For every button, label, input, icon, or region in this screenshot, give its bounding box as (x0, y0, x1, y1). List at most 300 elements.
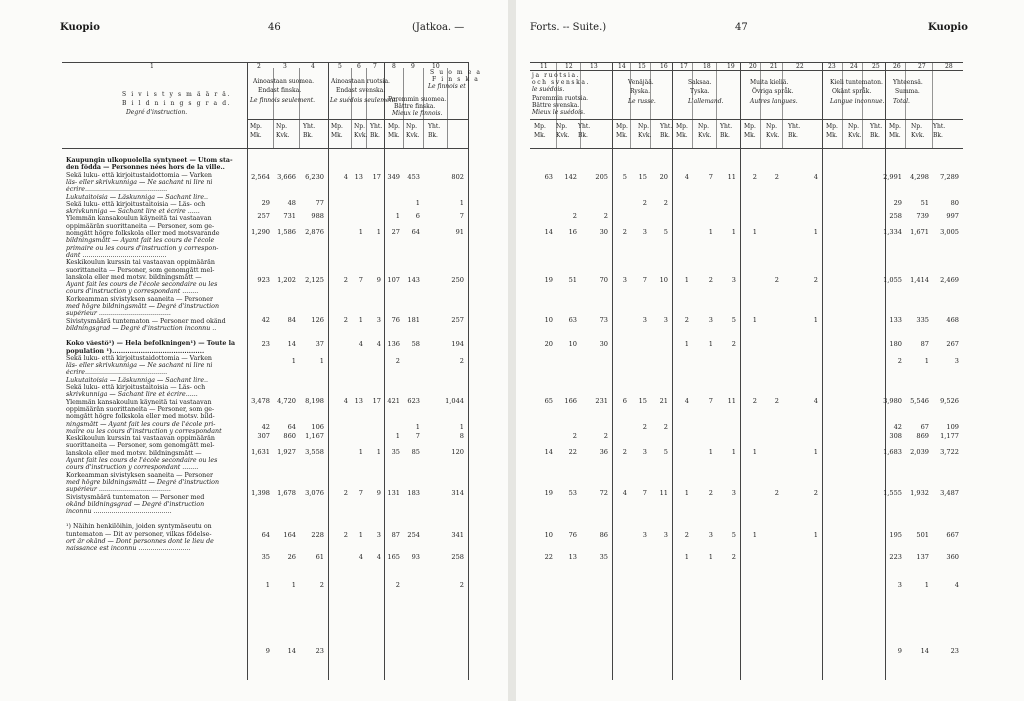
left-cell: 9 (265, 647, 270, 655)
left-cell: 3,076 (305, 489, 324, 497)
left-cell: 13 (354, 173, 363, 181)
right-cell: 3 (731, 489, 736, 497)
left-group3-d: Paremmin suomea. (388, 96, 447, 103)
right-cell: 4 (813, 397, 818, 405)
right-subheader-label: Mp. (534, 123, 546, 130)
right-cell: 3 (731, 276, 736, 284)
right-cell: 19 (544, 489, 553, 497)
left-header-place: Kuopio (60, 22, 100, 33)
left-cell: 107 (387, 276, 400, 284)
left-subheader-label: Mp. (388, 123, 400, 130)
right-cell: 360 (946, 553, 959, 561)
left-cell: 421 (387, 397, 400, 405)
left-table-top-rule (62, 62, 468, 63)
left-cell: 2 (343, 276, 348, 284)
right-cell: 2 (752, 397, 757, 405)
left-cell: 23 (315, 647, 324, 655)
right-cell: 739 (916, 212, 929, 220)
right-cell: 1,671 (910, 228, 929, 236)
right-subheader-label: Yht. (788, 123, 801, 130)
left-cell: 3 (376, 316, 381, 324)
right-cell: 2 (684, 316, 689, 324)
stub-line: primaire ou les cours d'instruction y correspon- (66, 244, 219, 252)
left-cell: 29 (261, 199, 270, 207)
right-cell: 1 (813, 316, 818, 324)
right-cell: 2,039 (910, 448, 929, 456)
left-cell: 4 (358, 553, 363, 561)
right-cell: 2 (752, 173, 757, 181)
right-subheader-label: Mp. (889, 123, 901, 130)
stub-line: Sekä luku- että kirjoitustaitoisia — Läs- och (66, 384, 206, 391)
left-cell: 250 (451, 276, 464, 284)
left-cell: 923 (257, 276, 270, 284)
stub-line: naissance est inconnu .......................... (66, 545, 191, 553)
right-header-page-number: 47 (735, 22, 748, 33)
left-cell: 2 (343, 531, 348, 539)
left-cell: 64 (261, 531, 270, 539)
stub-line: cours d'instruction y correspondant ........ (66, 288, 199, 296)
left-cell: 37 (315, 340, 324, 348)
right-cell: 3 (642, 228, 647, 236)
left-group2-sv: Endast svenska. (336, 87, 386, 94)
right-cell: 42 (893, 423, 902, 431)
right-cell: 86 (599, 531, 608, 539)
right-cell: 16 (568, 228, 577, 236)
left-cell: 87 (391, 531, 400, 539)
left-cell: 1 (358, 316, 363, 324)
right-cell: 3 (897, 581, 902, 589)
left-group-divider (328, 62, 329, 680)
right-cell: 667 (946, 531, 959, 539)
right-column-number: 14 (618, 63, 626, 70)
right-subheader-label: Mp. (744, 123, 756, 130)
left-cell: 1 (358, 228, 363, 236)
right-cell: 997 (946, 212, 959, 220)
right-cell: 1 (684, 553, 689, 561)
stub-line: Kaupungin ulkopuolella syntyneet — Utom sta- (66, 157, 233, 164)
right-cell: 5 (663, 228, 668, 236)
stub-line: ningsmått — Ayant fait les cours de l'école pri- (66, 420, 216, 428)
right-cell: 3 (663, 316, 668, 324)
stub-line: med högre bildningsmått — Degré d'instruction (66, 303, 220, 310)
right-cell: 29 (893, 199, 902, 207)
right-g3-fi: Muita kieliä. (750, 79, 789, 86)
right-cell: 1 (708, 340, 713, 348)
right-g2-sv: Tyska. (690, 88, 710, 95)
right-subheader-label: Np. (638, 123, 649, 130)
stub-line: nomgått högre folkskola eller med motsvarande (66, 230, 220, 237)
right-cell: 1,334 (883, 228, 902, 236)
left-group3-e: Bättre finska. (394, 103, 436, 110)
left-cell: 1,290 (251, 228, 270, 236)
stub-line: suorittaneita — Personer, som genomgått mel- (66, 442, 215, 450)
stub-line: bildningsgrad — Degré d'instruction inconnu .. (66, 324, 217, 332)
left-cell: 1 (415, 199, 420, 207)
right-cell: 2 (774, 489, 779, 497)
right-cell: 1,683 (883, 448, 902, 456)
right-column-number: 18 (703, 63, 711, 70)
stub-line: läs- eller skrivkunniga — Ne sachant ni lire ni (66, 178, 213, 186)
right-subheader-label: Np. (698, 123, 709, 130)
right-cell: 2 (774, 397, 779, 405)
right-column-number: 28 (945, 63, 953, 70)
left-cell: 1,398 (251, 489, 270, 497)
left-column-number: 3 (283, 63, 287, 70)
left-cell: 4 (376, 553, 381, 561)
right-cell: 231 (595, 397, 608, 405)
left-group3-a: S u o m e a (430, 69, 482, 76)
left-cell: 988 (311, 212, 324, 220)
right-g5-fi: Yhteensä. (893, 79, 923, 86)
left-cell: 1 (395, 432, 400, 440)
left-cell: 85 (411, 448, 420, 456)
left-column-number: 4 (311, 63, 315, 70)
stub-line: nomgått högre folkskola eller med motsv. bild- (66, 413, 215, 421)
right-group-divider (822, 62, 823, 680)
right-cell: 2 (731, 553, 736, 561)
right-cell: 2 (663, 199, 668, 207)
right-cell: 5,546 (910, 397, 929, 405)
right-cell: 9 (897, 647, 902, 655)
left-cell: 1,044 (445, 397, 464, 405)
stub-line: Ylemmän kansakoulun käyneitä tai vastaavan (66, 398, 212, 406)
right-cell: 2 (572, 432, 577, 440)
right-column-number: 26 (893, 63, 901, 70)
right-cell: 2 (603, 212, 608, 220)
left-cell: 35 (261, 553, 270, 561)
right-cell: 1 (752, 228, 757, 236)
left-cell: 1 (358, 448, 363, 456)
right-column-number: 13 (590, 63, 598, 70)
left-cell: 2 (395, 581, 400, 589)
right-subheader-label: Yht. (720, 123, 733, 130)
right-column-number: 23 (828, 63, 836, 70)
left-cell: 1,167 (305, 432, 324, 440)
left-cell: 2,125 (305, 276, 324, 284)
right-subheader-label: Np. (556, 123, 567, 130)
right-cell: 180 (889, 340, 902, 348)
right-cell: 1 (708, 553, 713, 561)
left-column-number: 6 (357, 63, 361, 70)
right-cell: 13 (568, 553, 577, 561)
right-cell: 142 (564, 173, 577, 181)
left-cell: 76 (391, 316, 400, 324)
left-subheader-label: Mp. (331, 123, 343, 130)
right-group0-d: Paremmin ruotsia. (532, 95, 589, 102)
left-cell: 6,230 (305, 173, 324, 181)
right-subheader-label: Yht. (870, 123, 883, 130)
right-cell: 4 (622, 489, 627, 497)
left-cell: 2 (395, 357, 400, 365)
right-cell: 1 (731, 448, 736, 456)
left-cell: 257 (451, 316, 464, 324)
right-subheader-label: Bk. (660, 132, 670, 139)
right-subheader-label: Yht. (660, 123, 673, 130)
right-cell: 267 (946, 340, 959, 348)
right-cell: 9,526 (940, 397, 959, 405)
stub-line: ¹) Näihin henkilöihin, joiden syntymäseutu on (66, 523, 212, 531)
left-cell: 7 (358, 276, 363, 284)
left-group2-fr: Le suédois seulement. (330, 97, 398, 104)
right-group-divider (612, 62, 613, 680)
right-cell: 72 (599, 489, 608, 497)
right-cell: 3,487 (940, 489, 959, 497)
left-cell: 3 (376, 531, 381, 539)
left-cell: 1 (459, 423, 464, 431)
stub-line: Ayant fait les cours de l'école secondaire ou les (66, 457, 218, 464)
left-cell: 42 (261, 316, 270, 324)
right-group0-e: Bättre svenska. (532, 102, 580, 109)
right-column-number: 22 (796, 63, 804, 70)
right-cell: 3 (954, 357, 959, 365)
left-column-number: 10 (432, 63, 440, 70)
right-group0-c: le suédois. (532, 86, 565, 93)
right-cell: 1 (684, 340, 689, 348)
right-cell: 15 (638, 173, 647, 181)
left-header-page-number: 46 (268, 22, 281, 33)
left-cell: 228 (311, 531, 324, 539)
right-cell: 3 (642, 448, 647, 456)
stub-line: dant .......................................... (66, 251, 167, 259)
stub-line: med högre bildningsmått — Degré d'instruction (66, 478, 220, 486)
right-subheader-label: Np. (766, 123, 777, 130)
right-cell: 1 (924, 357, 929, 365)
right-cell: 1 (684, 489, 689, 497)
stub-line: inconnu ....................................... (66, 508, 172, 516)
left-subheader-label: Mk. (250, 132, 262, 139)
stub-line: läs- eller skrivkunniga — Ne sachant ni lire ni (66, 362, 213, 370)
left-cell: 14 (287, 647, 296, 655)
right-cell: 501 (916, 531, 929, 539)
right-cell: 2 (684, 531, 689, 539)
right-cell: 2 (622, 228, 627, 236)
left-subheader-label: Mp. (250, 123, 262, 130)
left-cell: 93 (411, 553, 420, 561)
right-subheader-label: Mk. (676, 132, 688, 139)
right-cell: 65 (544, 397, 553, 405)
left-column-number: 8 (392, 63, 396, 70)
right-g3-fr: Autres langues. (750, 98, 798, 105)
left-cell: 1 (265, 581, 270, 589)
right-g4-fr: Langue inconnue. (830, 98, 885, 105)
right-cell: 2 (642, 423, 647, 431)
left-cell: 1,586 (277, 228, 296, 236)
right-cell: 2 (774, 276, 779, 284)
left-cell: 453 (407, 173, 420, 181)
right-header-continuation: Forts. -- Suite.) (530, 22, 607, 33)
right-column-number: 20 (749, 63, 757, 70)
left-column-number: 7 (373, 63, 377, 70)
left-subheader-label: Np. (354, 123, 365, 130)
left-cell: 7 (415, 432, 420, 440)
left-cell: 4 (343, 173, 348, 181)
stub-line: tuntematon — Dit av personer, vilkas födelse- (66, 530, 212, 538)
right-subheader-label: Bk. (720, 132, 730, 139)
right-g1-fi: Venäjää. (628, 79, 654, 86)
right-cell: 1 (684, 276, 689, 284)
stub-line: Ylemmän kansakoulun käyneitä tai vastaavan (66, 215, 212, 223)
stub-line: ort är okänd — Dont personnes dont le lieu de (66, 538, 214, 545)
right-g1-fr: Le russe. (628, 98, 656, 105)
left-subheader-label: Yht. (428, 123, 441, 130)
left-cell: 164 (283, 531, 296, 539)
left-stub-heading-sv: B i l d n i n g s g r a d. (122, 100, 232, 107)
right-column-number: 25 (872, 63, 880, 70)
left-cell: 349 (387, 173, 400, 181)
right-cell: 3,980 (883, 397, 902, 405)
right-cell: 1 (813, 228, 818, 236)
right-cell: 22 (544, 553, 553, 561)
right-cell: 4 (684, 173, 689, 181)
right-group-divider (740, 62, 741, 680)
right-cell: 11 (727, 173, 736, 181)
left-cell: 91 (455, 228, 464, 236)
right-g4-fi: Kieli tuntematon. (830, 79, 883, 86)
left-cell: 1 (395, 212, 400, 220)
right-cell: 5 (663, 448, 668, 456)
right-subheader-label: Mk. (744, 132, 756, 139)
left-cell: 165 (387, 553, 400, 561)
right-cell: 20 (659, 173, 668, 181)
right-cell: 51 (920, 199, 929, 207)
left-cell: 77 (315, 199, 324, 207)
left-cell: 4 (343, 397, 348, 405)
right-cell: 1 (813, 531, 818, 539)
left-cell: 136 (387, 340, 400, 348)
left-cell: 181 (407, 316, 420, 324)
left-group1-fi: Ainoastaan suomea. (253, 78, 315, 85)
left-cell: 1 (376, 448, 381, 456)
right-cell: 10 (568, 340, 577, 348)
right-cell: 67 (920, 423, 929, 431)
right-subheader-label: Mp. (826, 123, 838, 130)
right-cell: 335 (916, 316, 929, 324)
left-subheader-label: Kvk. (276, 132, 290, 139)
right-cell: 2 (642, 199, 647, 207)
right-cell: 23 (950, 647, 959, 655)
stub-line: skrivkunniga — Sachant lire et écrire...... (66, 391, 198, 399)
left-cell: 2 (459, 357, 464, 365)
left-group3-b: F i n s k a (432, 76, 480, 83)
right-cell: 166 (564, 397, 577, 405)
right-cell: 30 (599, 340, 608, 348)
right-cell: 3 (642, 531, 647, 539)
right-g5-sv: Summa. (895, 88, 920, 95)
right-subheader-label: Kvk. (638, 132, 652, 139)
right-cell: 2 (774, 173, 779, 181)
stub-line: bildningsmått — Ayant fait les cours de l'école (66, 237, 215, 245)
left-cell: 307 (257, 432, 270, 440)
right-cell: 2 (622, 448, 627, 456)
right-group0-f: Mieux le suédois. (532, 109, 585, 116)
left-cell: 802 (451, 173, 464, 181)
right-subheader-label: Bk. (870, 132, 880, 139)
right-cell: 133 (889, 316, 902, 324)
left-cell: 42 (261, 423, 270, 431)
right-subheader-label: Np. (848, 123, 859, 130)
left-stub-number: 1 (150, 63, 154, 70)
right-cell: 15 (638, 397, 647, 405)
left-group-divider (468, 62, 469, 680)
right-column-number: 19 (727, 63, 735, 70)
right-cell: 22 (568, 448, 577, 456)
stub-line: Sekä luku- että kirjoitustaidottomia — Varken (66, 171, 212, 179)
stub-line: lanskola eller med motsv. bildningsmått — (66, 449, 202, 457)
right-subheader-label: Bk. (788, 132, 798, 139)
right-cell: 2 (708, 489, 713, 497)
right-cell: 2 (813, 276, 818, 284)
right-cell: 195 (889, 531, 902, 539)
left-cell: 64 (287, 423, 296, 431)
stub-line: lanskola eller med motsv. bildningsmått — (66, 273, 202, 281)
left-cell: 1 (358, 531, 363, 539)
right-column-number: 17 (680, 63, 688, 70)
right-cell: 7,289 (940, 173, 959, 181)
left-subheader-label: Yht. (303, 123, 316, 130)
right-cell: 2 (897, 357, 902, 365)
right-cell: 1,177 (940, 432, 959, 440)
right-group0-a: ja ruotsia. (532, 72, 581, 79)
right-column-number: 11 (540, 63, 548, 70)
left-cell: 2 (343, 489, 348, 497)
left-subheader-label: Np. (276, 123, 287, 130)
left-cell: 4,720 (277, 397, 296, 405)
left-cell: 120 (451, 448, 464, 456)
left-cell: 26 (287, 553, 296, 561)
left-cell: 2,564 (251, 173, 270, 181)
right-column-number: 15 (638, 63, 646, 70)
left-cell: 254 (407, 531, 420, 539)
right-cell: 70 (599, 276, 608, 284)
right-cell: 109 (946, 423, 959, 431)
left-cell: 84 (287, 316, 296, 324)
left-cell: 143 (407, 276, 420, 284)
left-cell: 731 (283, 212, 296, 220)
stub-line: suorittaneita — Personer, som genomgått mel- (66, 266, 215, 274)
right-cell: 2 (572, 212, 577, 220)
right-column-number: 24 (850, 63, 858, 70)
stub-line: Keskikoulun kurssin tai vastaavan oppimäärän (66, 435, 215, 443)
right-cell: 2 (603, 432, 608, 440)
right-cell: 3 (708, 531, 713, 539)
right-cell: 1 (752, 316, 757, 324)
left-cell: 2 (459, 581, 464, 589)
right-cell: 3,005 (940, 228, 959, 236)
stub-line: okänd bildningsgrad — Degré d'instruction (66, 500, 205, 508)
left-cell: 7 (459, 212, 464, 220)
right-subheader-label: Np. (911, 123, 922, 130)
left-stub-heading-fr: Degré d'instruction. (126, 109, 188, 116)
left-subheader-label: Bk. (428, 132, 438, 139)
left-cell: 194 (451, 340, 464, 348)
left-cell: 23 (261, 340, 270, 348)
right-g2-fr: L'allemand. (688, 98, 724, 105)
right-cell: 10 (659, 276, 668, 284)
left-column-number: 9 (411, 63, 415, 70)
right-cell: 1 (731, 228, 736, 236)
stub-line: Sekä luku- että kirjoitustaidottomia — Varken (66, 354, 212, 362)
right-cell: 30 (599, 228, 608, 236)
left-cell: 9 (376, 489, 381, 497)
right-cell: 258 (889, 212, 902, 220)
left-cell: 183 (407, 489, 420, 497)
right-cell: 5 (622, 173, 627, 181)
left-cell: 9 (376, 276, 381, 284)
left-cell: 48 (287, 199, 296, 207)
left-column-number: 5 (338, 63, 342, 70)
stub-line: oppimäärän suorittaneita — Personer, som ge- (66, 405, 215, 413)
right-subheader-label: Mk. (889, 132, 901, 139)
